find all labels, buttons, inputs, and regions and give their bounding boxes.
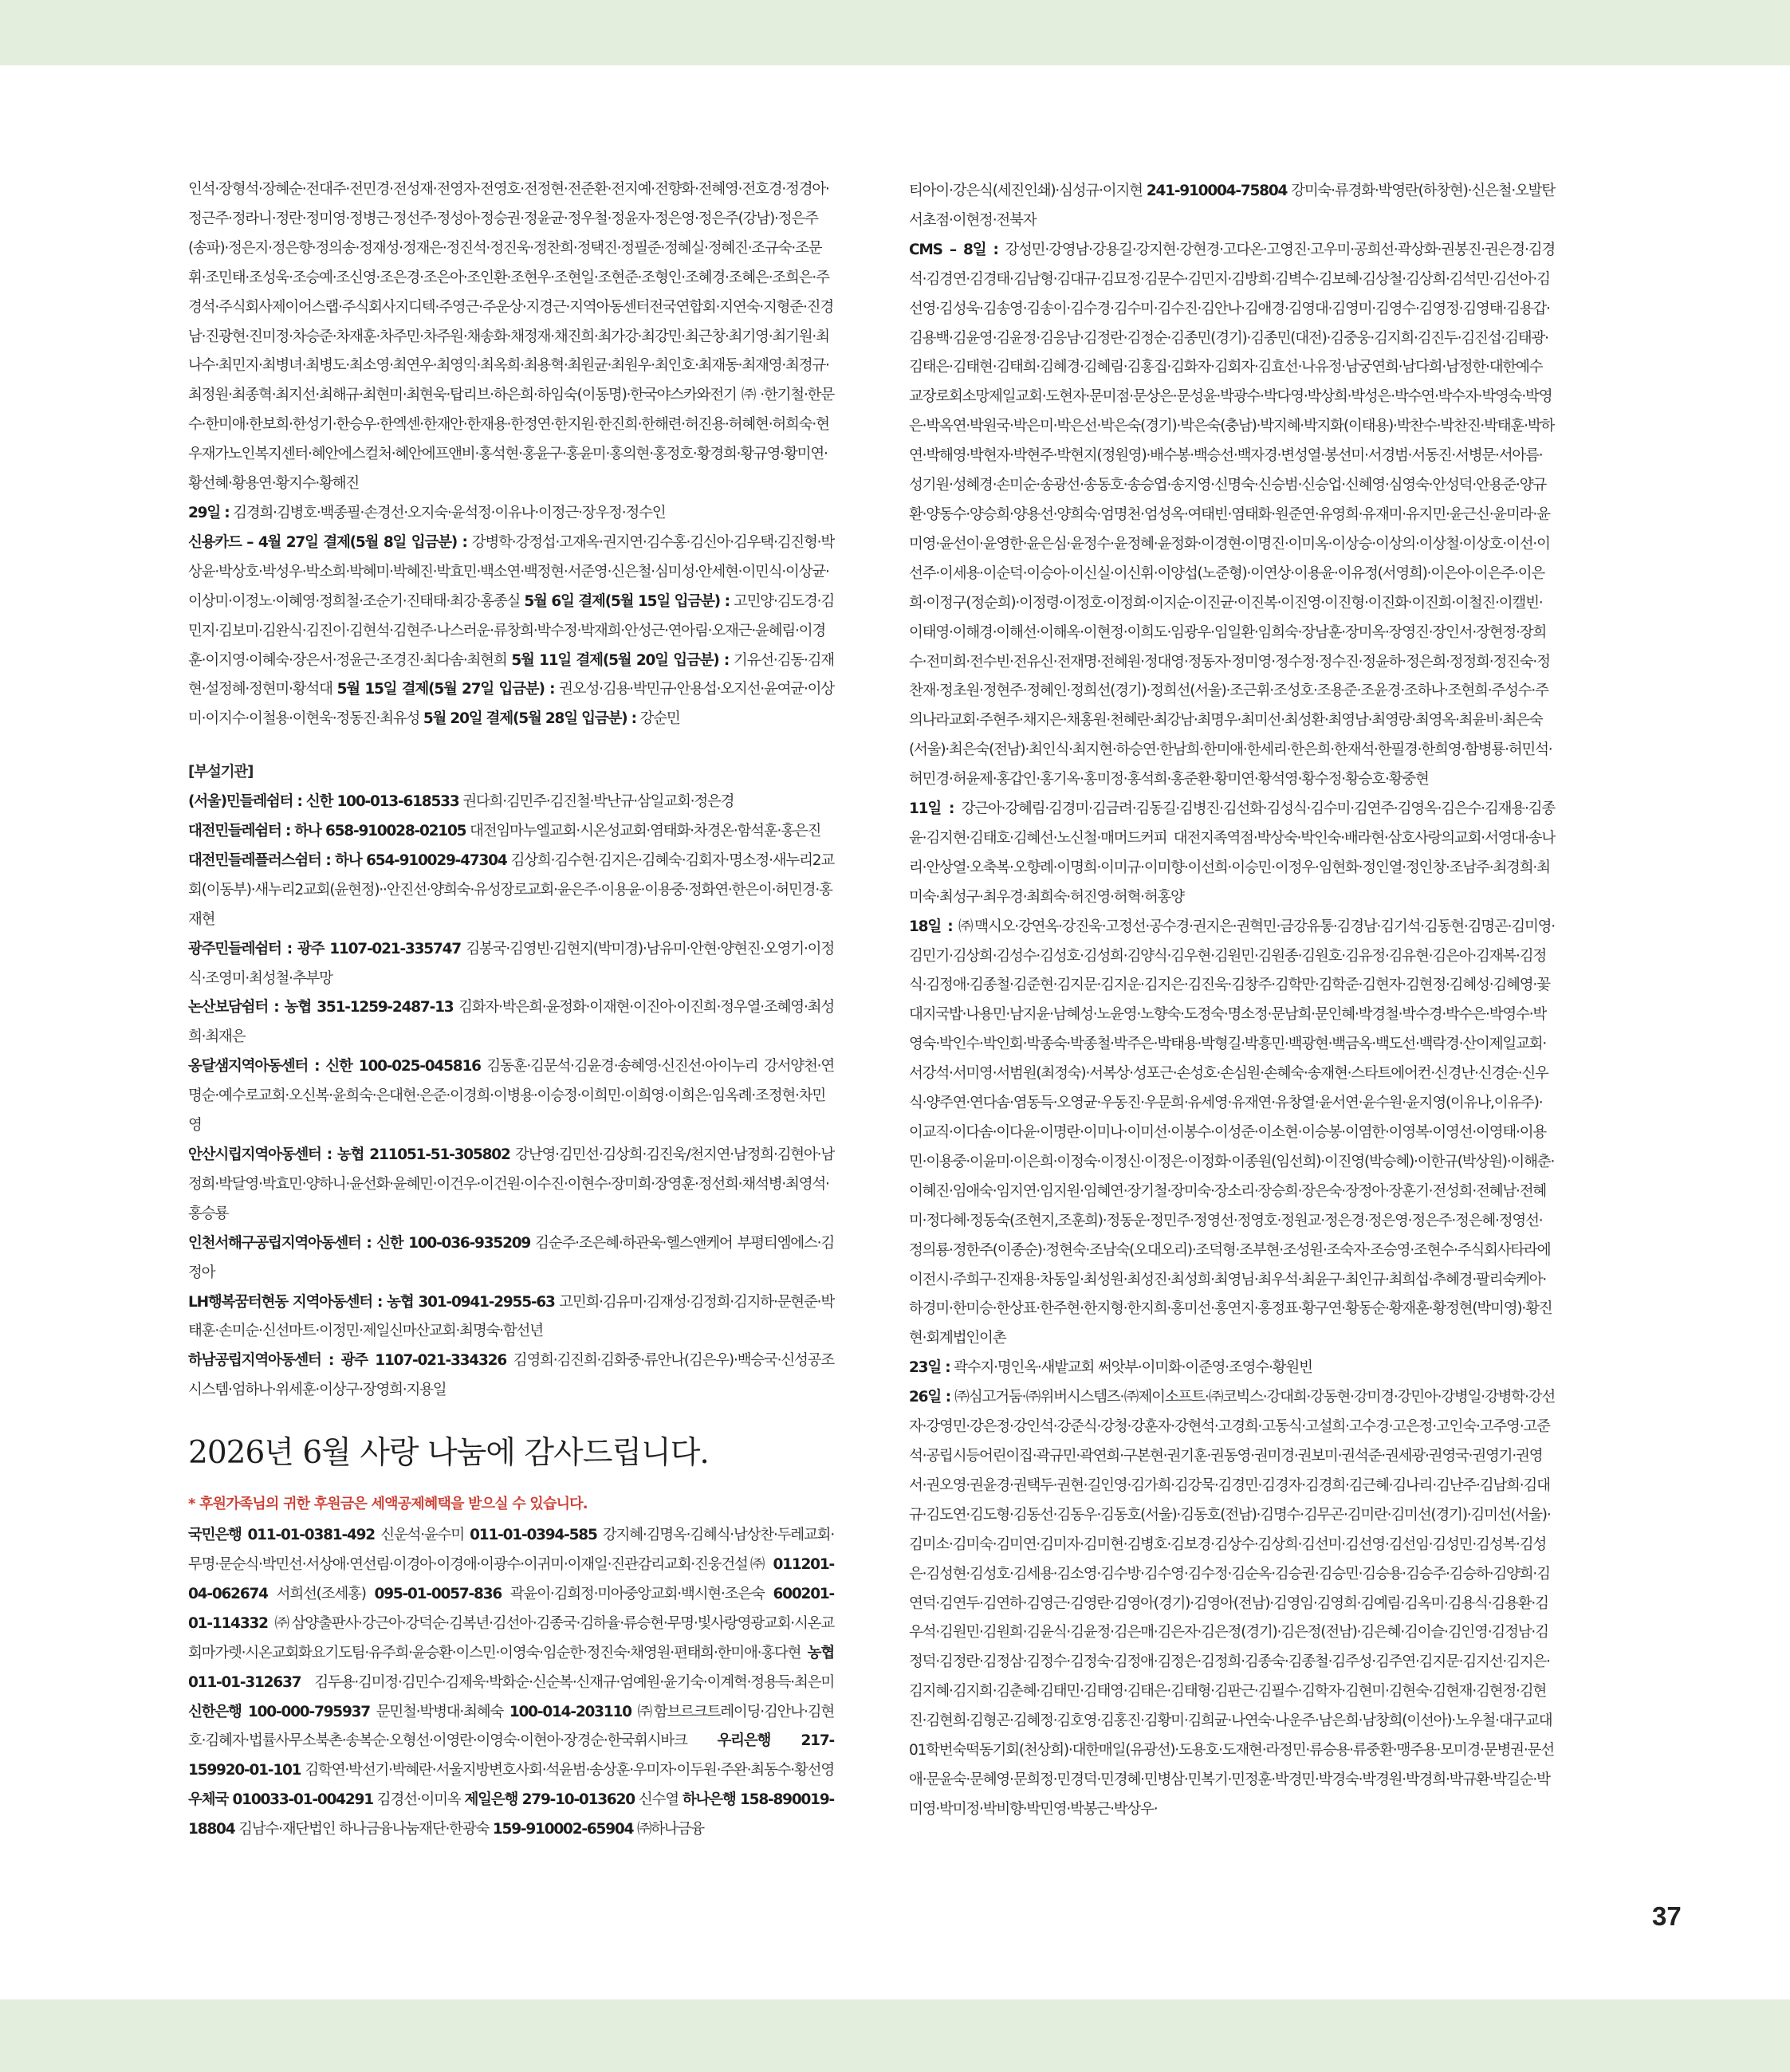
donor-names: 김상희·김수현·김지은·김혜숙·김회자·명소정·새누리2교회(이동부)·새누리2교회(윤현정)··안진선·양희숙·유성장로교회·윤은주·이용윤·이용중·정화연·한은이·허민경·홍재현: [188, 851, 835, 928]
page-heading: 2026년 6월 사랑 나눔에 감사드립니다.: [188, 1435, 709, 1472]
institution-account: LH행복꿈터현동 지역아동센터 : 농협 301-0941-2955-63: [188, 1293, 555, 1311]
donor-names: 강근아·강혜림·김경미·김금려·김동길·김병진·김선화·김성식·김수미·김연주·김영옥·김은수·김재용·김종윤·김지현·김태호·김혜선·노신철·매머드커피 대전지족역점·박상숙·박인숙·배라현·삼호사랑의교회·서영대·송나리·안상열·오축복·오향례·이명희·이미규·이미향·이선희·이승민·이정우·임현화·정인열·정인창·조남주·최경희·최미숙·최성구·최우경·최희숙·허진영·허혁·허홍양: [909, 800, 1555, 906]
donor-names: 신운석·윤수미: [380, 1527, 464, 1544]
donor-names: ㈜함브르크트레이딩·김안나·김현호·김혜자·법률사무소북촌·송복순·오형선·이영란·이영숙·이현아·장경순·한국휘시바크: [188, 1703, 834, 1750]
date-label: 18일 :: [909, 918, 953, 935]
donor-names: 김동훈·김문석·김윤경·송혜영·신진선·아이누리 강서양천·연명순·예수로교회·오신복·윤희숙·은대현·은준·이경희·이병용·이승정·이희민·이희영·이희은·임옥례·조정현·차민영: [188, 1058, 835, 1134]
donor-list-paragraph: [909, 177, 1555, 236]
donor-names: 김경선·이미옥: [376, 1791, 461, 1809]
page-number: 37: [1652, 1901, 1682, 1931]
donor-names: 김영희·김진희·김화중·류안나(김은우)·백승국·신성공조시스템·엄하나·위세훈·이상구·장영희·지용일: [188, 1352, 834, 1399]
donor-list-paragraph: [188, 499, 834, 529]
donor-names: 강순민: [639, 710, 680, 728]
donor-names: 김두용·김미정·김민수·김제욱·박화순·신순복·신재규·엄예원·윤기숙·이계혁·정용득·최은미: [314, 1673, 834, 1691]
bank-account: 우체국 010033-01-004291: [188, 1791, 373, 1809]
cms-paragraph: [909, 236, 1555, 795]
donor-names: 김학연·박선기·박혜란·서울지방변호사회·석윤범·송상훈·우미자·이두원·주완·최동수·황선영: [305, 1762, 834, 1779]
donor-names: 권다희·김민주·김진철·박난규·삼일교회·정은경: [462, 793, 734, 811]
day-paragraph: [909, 795, 1555, 913]
donor-names: 문민철·박병대·최혜숙: [376, 1703, 504, 1720]
donor-names: 김경희·김병호·백종필·손경선·오지숙·윤석정·이유나·이정근·장우정·정수인: [233, 504, 666, 521]
payment-label: 5월 15일 결제(5월 27일 입금분) :: [336, 681, 555, 698]
payment-label: 5월 20일 결제(5월 28일 입금분) :: [423, 710, 636, 728]
donor-names: 곽수지·명인옥·새밭교회 써앗부·이미화·이준영·조영수·황원빈: [954, 1359, 1312, 1377]
bank-account: 100-014-203110: [509, 1703, 631, 1720]
donor-names: 대전임마누엘교회·시온성교회·염태화·차경온·함석훈·홍은진: [470, 823, 821, 840]
bank-account: 241-910004-75804: [1146, 183, 1288, 199]
tax-note: * 후원가족님의 귀한 후원금은 세액공제혜택을 받으실 수 있습니다.: [188, 1496, 588, 1513]
payment-label: 신용카드 – 4월 27일 결제(5월 8일 입금분) :: [188, 533, 467, 551]
donor-names: 강병학·강정섭·고재옥·권지연·김수홍·김신아·김우택·김진형·박상윤·박상호·박성우·박소희·박혜미·박혜진·박효민·백소연·백정현·서준영·신은철·심미성·안세현·이민식·이상균·이상미·이정노·이혜영·정희철·조순기·진태태·최강·홍종실: [188, 533, 834, 610]
left-column: [188, 175, 834, 1845]
donor-names: 김봉국·김영빈·김현지(박미경)·남유미·안현·양현진·오영기·이정식·조영미·최성철·추부망: [188, 940, 834, 987]
top-band: [0, 0, 1790, 65]
date-label: 29일 :: [188, 504, 230, 521]
donor-names: ㈜심고거둠·㈜위버시스템즈·㈜제이소프트·㈜코빅스·강대희·강동현·강미경·강민아·강병일·강병학·강선자·강영민·강은정·강인석·강준식·강청·강훈자·강현석·고경희·고동식·고설희·고수경·고은정·고인숙·고주영·고준석·공립시등어린이집·곽규민·곽연희·구본현·권기훈·권동영·권미경·권보미·권석준·권세광·권영국·권영기·권영서·권오영·권윤경·권택두·권현·길인영·김가희·김강묵·김경민·김경자·김경희·김근혜·김나리·김난주·김남희·김대규·김도연·김도형·김동선·김동우·김동호(서울)·김동호(전남)·김명수·김무곤·김미란·김미선(경기)·김미선(서울)·김미소·김미숙·김미연·김미자·김미현·김병호·김보경·김상수·김상희·김선미·김선영·김선임·김성민·김성복·김성은·김성현·김성호·김세용·김소영·김수방·김수영·김수정·김순옥·김승권·김승민·김승용·김승주·김승하·김양희·김연덕·김연두·김연하·김영근·김영란·김영아(경기)·김영아(전남)·김영임·김영희·김예림·김옥미·김용식·김용환·김우석·김원민·김원희·김윤식·김윤정·김은매·김은자·김은정(경기)·김은정(전남)·김은혜·김이슬·김인영·김정남·김정덕·김정란·김정삼·김정수·김정숙·김정애·김정은·김정희·김종숙·김종철·김주성·김주연·김지문·김지선·김지은·김지혜·김지희·김춘혜·김태민·김태영·김태은·김태형·김판근·김필수·김학자·김현미·김현숙·김현재·김현정·김현진·김현희·김형곤·김혜정·김호영·김홍진·김황미·김희균·나연숙·나운주·남은희·남창희(이선아)·노우철·대구교대01학번숙떡동기회(천상희)·대한매일(유광선)·도용호·도재현·라정민·류승용·류중환·맹주용·모미경·문병권·문선애·문윤숙·문혜영·문희정·민경덕·민경혜·민병삼·민복기·민정훈·박경민·박경숙·박경원·박경희·박규환·박길순·박미영·박미정·박비향·박민영·박봉근·박상우·: [909, 1389, 1555, 1818]
bank-account: 600201-01-114332: [188, 1585, 835, 1632]
institution-account: 대전민들레플러스쉼터 : 하나 654-910029-47304: [188, 851, 507, 869]
bank-account: 011201-04-062674: [188, 1555, 834, 1602]
donor-names: ㈜삼양출판사·강근아·강덕순·김복년·김선아·김종국·김하율·류승현·무명·빛사랑영광교회·시온교회마가렛·시온교회화요기도팀·유주희·윤승환·이스민·이영숙·임순한·정진숙·채영원·편태희·한미애·홍다현: [188, 1614, 834, 1661]
bank-account: 159-910002-65904: [492, 1821, 634, 1838]
donor-list-paragraph: [188, 175, 834, 499]
institution-account: 안산시립지역아동센터 : 농협 211051-51-305802: [188, 1146, 510, 1163]
donor-names: 기유선·김동·김재현·설정혜·정현미·황석대: [188, 651, 834, 698]
institution-entry: [188, 935, 834, 994]
date-label: 26일 :: [909, 1389, 950, 1406]
institution-entry: [188, 1052, 834, 1141]
donor-names: 신수열: [638, 1791, 679, 1809]
right-column: [909, 177, 1555, 1825]
bank-account: 제일은행 279-10-013620: [464, 1791, 635, 1809]
institution-entry: [188, 788, 834, 817]
donor-names: 강난영·김민선·김상희·김진욱/천지연·남정희·김현아·남정희·박달영·박효민·양하니·윤선화·윤혜민·이건우·이건원·이수진·이현수·장미희·장영훈·정선희·채석병·최영석·홍승룡: [188, 1146, 834, 1222]
donor-names: 권오성·김용·박민규·안용섭·오지선·윤여균·이상미·이지수·이철용·이현욱·정동진·최유성: [188, 681, 834, 728]
date-label: 11일 :: [909, 800, 954, 818]
donor-names: 강미숙·류경화·박영란(하창현)·신은철·오발탄서초점·이현정·전북자: [909, 183, 1556, 229]
payment-label: 5월 6일 결제(5월 15일 입금분) :: [524, 592, 730, 610]
day-paragraph: [909, 1383, 1555, 1825]
donor-names: 김남수·재단법인 하나금융나눔재단·한광숙: [238, 1821, 490, 1838]
date-label: 23일 :: [909, 1359, 950, 1377]
credit-card-paragraph: [188, 529, 834, 734]
donor-names: 강지혜·김명옥·김혜식·남상찬·두레교회·무명·문순식·박민선·서상애·연선림·이경아·이경애·이광수·이귀미·이재일·진관감리교회·진웅건설㈜: [188, 1527, 834, 1573]
donor-names: 김순주·조은혜·하관욱·헬스앤케어 부평티엠에스·김정아: [188, 1234, 834, 1281]
bank-accounts-paragraph: [188, 1521, 834, 1845]
donor-names: ㈜맥시오·강연옥·강진욱·고정선·공수경·권지은·권혁민·금강유통·김경남·김기석·김동현·김명곤·김미영·김민기·김상희·김성수·김성호·김성희·김양식·김우현·김원민·김원종·김원호·김유정·김유현·김은아·김재복·김정식·김정애·김종철·김준현·김지문·김지운·김지은·김진욱·김창주·김학만·김학준·김현자·김현정·김혜성·김혜영·꽃대지국밥·나용민·남지윤·남혜성·노윤영·노향숙·도정숙·명소정·문남희·문인혜·박경철·박수경·박수은·박영수·박영숙·박인수·박인회·박종숙·박종철·박주은·박태용·박형길·박흥민·백광현·백금옥·백도선·백락경·산이제일교회·서강석·서미영·서범원(최정숙)·서복상·성포근·손성호·손심원·손혜숙·송재현·스타트에어컨·신경난·신경순·신우식·양주연·연다솜·염동득·오영균·우동진·우문희·유세영·유재연·유창열·윤서연·윤수원·윤지영(이유나,이유주)·이교직·이다솜·이다윤·이명란·이미나·이미선·이봉수·이성준·이소현·이승봉·이염한·이영복·이영선·이영태·이용민·이용중·이윤미·이은희·이정숙·이정신·이정은·이정화·이종원(임선희)·이진영(박승혜)·이한규(박상원)·이해춘·이혜진·임애숙·임지연·임지원·임혜연·장기철·장미숙·장소리·장승희·장은숙·장정아·장훈기·전성희·전혜남·전혜미·정다혜·정동숙(조현지,조훈희)·정동운·정민주·정영선·정영호·정원교·정은경·정은영·정은주·정은혜·정영선·정의룡·정한주(이종순)·정현숙·조남숙(오대오리)·조덕형·조부현·조성원·조숙자·조승영·조현수·주식회사타라에이전시·주희구·진재용·차동일·최성원·최성진·최성희·최영님·최우석·최윤구·최인규·최희섭·추혜경·팔리숙케아·하경미·한미승·한상표·한주현·한지형·한지희·홍미선·홍연지·홍정표·황구연·황동순·황재훈·황정현(박미영)·황진현·회계법인이촌: [909, 918, 1555, 1347]
institution-account: 논산보담쉼터 : 농협 351-1259-2487-13: [188, 999, 454, 1016]
donor-names: ㈜하나금융: [636, 1821, 704, 1838]
bank-account: 농협 011-01-312637: [188, 1644, 834, 1691]
donor-names: 티아이·강은식(세진인쇄)·심성규·이지현: [909, 183, 1143, 199]
institution-account: 하남공립지역아동센터 : 광주 1107-021-334326: [188, 1352, 506, 1370]
institution-entry: [188, 1229, 834, 1288]
institution-account: 인천서해구공립지역아동센터 : 신한 100-036-935209: [188, 1234, 531, 1252]
donor-names: 김화자·박은희·윤정화·이재현·이진아·이진희·정우열·조혜영·최성희·최재은: [188, 999, 834, 1046]
institution-account: 옹달샘지역아동센터 : 신한 100-025-045816: [188, 1058, 481, 1075]
bank-account: 신한은행 100-000-795937: [188, 1703, 370, 1720]
institution-entry: [188, 847, 834, 935]
donor-names: 강성민·강영남·강용길·강지현·강현경·고다온·고영진·고우미·공희선·곽상화·권봉진·권은경·김경석·김경연·김경태·김남형·김대규·김묘정·김문수·김민지·김방희·김벽수·김보혜·김상철·김상희·김석민·김선아·김선영·김성욱·김송영·김송이·김수경·김수미·김수진·김안나·김애경·김영대·김영미·김영수·김영정·김영태·김용갑·김용백·김윤영·김윤정·김응남·김정란·김정순·김종민(경기)·김종민(대전)·김중웅·김지희·김진두·김진섭·김태광·김태은·김태현·김태희·김혜경·김혜림·김홍집·김화자·김회자·김효선·나유정·남궁연희·남다희·남정한·대한예수교장로회소망제일교회·도현자·문미점·문상은·문성윤·박광수·박다영·박상희·박성은·박수연·박수자·박영숙·박영은·박옥연·박원국·박은미·박은선·박은숙(경기)·박은숙(충남)·박지혜·박지화(이태용)·박찬수·박찬진·박태훈·박하연·박해영·박현자·박현주·박현지(정원영)·배수봉·백승선·백자경·변성열·봉선미·서경범·서동진·서병문·서아름·성기원·성혜경·손미순·송광선·송동호·송승엽·송지영·신명숙·신승범·신승업·신혜영·심영숙·안성덕·안용준·양규환·양동수·양승희·양용선·양희숙·엄명천·엄성옥·여태빈·염태화·원준연·유영희·유재미·유지민·윤근신·윤미라·윤미영·윤선이·윤영한·윤은심·윤정수·윤정혜·윤정화·이경현·이명진·이미옥·이상승·이상의·이상철·이상호·이선·이선주·이세용·이순덕·이승아·이신실·이신휘·이양섭(노준형)·이연상·이용윤·이유정(서영희)·이은아·이은주·이은희·이정구(정순희)·이정령·이정호·이정희·이지순·이진균·이진복·이진영·이진형·이진화·이진희·이철진·이캘빈·이태영·이해경·이해선·이해옥·이현정·이희도·임광우·임일환·임희숙·장남훈·장미옥·장영진·장인서·장현정·장희수·전미희·전수빈·전유신·전재명·전혜원·정대영·정동자·정미영·정수정·정수진·정윤하·정은희·정정희·정진숙·정찬재·정초원·정현주·정혜인·정희선(경기)·정희선(서울)·조근휘·조성호·조용준·조윤경·조하나·조현희·주성수·주의나라교회·주현주·채지은·채홍원·천혜란·최강남·최명우·최미선·최성환·최영남·최영랑·최영옥·최윤비·최은숙(서울)·최은숙(전남)·최인식·최지현·하승연·한남희·한미애·한세리·한은희·한재석·한필경·한희영·함병룡·허민석·허민경·허윤제·홍갑인·홍기옥·홍미정·홍석희·홍준환·황미연·황석영·황수정·황승호·황중현: [909, 241, 1555, 788]
donor-names: 인석·장형석·장혜순·전대주·전민경·전성재·전영자·전영호·전정현·전준환·전지예·전향화·전혜영·전호경·정경아·정근주·정라니·정란·정미영·정병근·정선주·정성아·정승권·정윤균·정우철·정윤자·정은영·정은주(강남)·정은주(송파)·정은지·정은향·정의송·정재성·정재은·정진석·정진욱·정찬희·정택진·정필준·정혜실·정혜진·조규숙·조문휘·조민태·조성욱·조승예·조신영·조은경·조은아·조인환·조현우·조현일·조현준·조형인·조혜경·조혜은·조희은·주경석·주식회사제이어스랩·주식회사지디텍·주영근·주운상·지경근·지역아동센터전국연합회·지연숙·지형준·진경남·진광현·진미정·차승준·차재훈·차주민·차주원·채송화·채정재·채진희·최가강·최강민·최근창·최기영·최기원·최나수·최민지·최병녀·최병도·최소영·최연우·최영익·최옥희·최용혁·최원균·최원우·최인호·최재동·최재영·최정규·최정원·최종혁·최지선·최해규·최현미·최현욱·탑리브·하은희·하임숙(이동명)·한국야스카와전기㈜·한기철·한문수·한미애·한보희·한성기·한승우·한엑센·한재안·한재용·한정연·한지원·한진희·한해련·허진용·허혜현·허희숙·현우재가노인복지센터·혜안에스컬처·혜안에프앤비·홍석현·홍윤구·홍윤미·홍의현·홍정호·황경희·황규영·황미연·황선혜·황용연·황지수·황해진: [188, 181, 834, 493]
institution-entry: [188, 993, 834, 1052]
date-label: CMS – 8일 :: [909, 241, 998, 258]
institution-entry: [188, 1347, 834, 1406]
section-title: [부설기관]: [188, 764, 254, 781]
donor-names: 고민양·김도경·김민지·김보미·김완식·김진이·김현석·김현주·나스러운·류창희·박수정·박재희·안성근·연아림·오재근·윤혜림·이경훈·이지영·이혜숙·장은서·정윤근·조경진·최다솜·최현희: [188, 592, 834, 669]
donor-names: 곽윤이·김희정·미아중앙교회·백시현·조은숙: [509, 1585, 765, 1602]
bank-account: 국민은행 011-01-0381-492: [188, 1527, 375, 1544]
institution-entry: [188, 817, 834, 847]
institution-entry: [188, 1141, 834, 1229]
institution-account: (서울)민들레쉼터 : 신한 100-013-618533: [188, 793, 459, 811]
bank-account: 하나은행 158-890019-18804: [188, 1791, 834, 1838]
bank-account: 011-01-0394-585: [470, 1527, 597, 1544]
bank-account: 우리은행 217-159920-01-101: [188, 1732, 835, 1779]
institution-account: 광주민들레쉼터 : 광주 1107-021-335747: [188, 940, 461, 957]
day-paragraph: [909, 1354, 1555, 1383]
donor-names: 고민희·김유미·김재성·김정희·김지하·문현준·박태훈·손미순·신선마트·이정민·제일신마산교회·최명숙·함선년: [188, 1293, 834, 1340]
institution-entry: [188, 1288, 834, 1347]
bottom-band: [0, 1999, 1790, 2072]
day-paragraph: [909, 913, 1555, 1354]
payment-label: 5월 11일 결제(5월 20일 입금분) :: [511, 651, 730, 669]
institution-account: 대전민들레쉼터 : 하나 658-910028-02105: [188, 823, 466, 840]
bank-account: 095-01-0057-836: [374, 1585, 502, 1602]
donor-names: 서희선(조세홍): [276, 1585, 366, 1602]
